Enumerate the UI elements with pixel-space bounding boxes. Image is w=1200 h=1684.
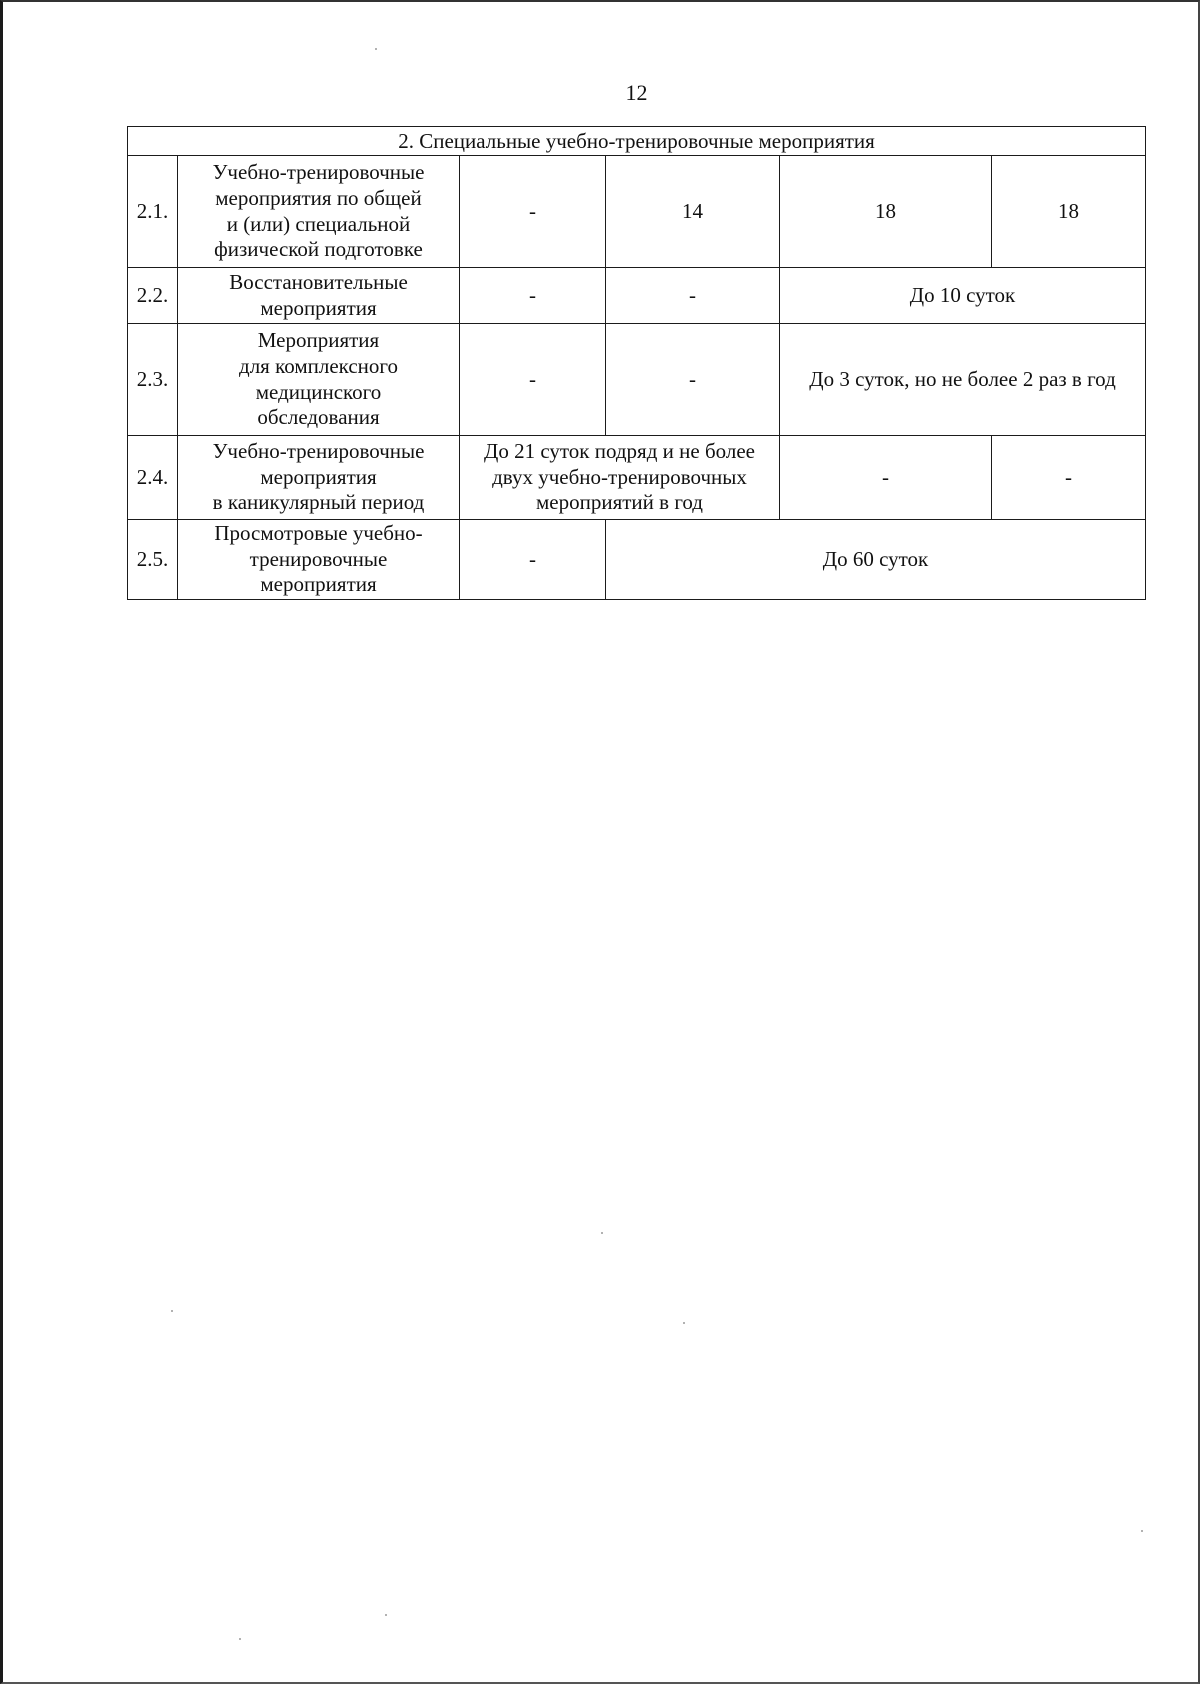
scan-speck [375,48,377,50]
event-name: Просмотровые учебно- тренировочные мероприятия [178,520,460,600]
merged-value-cell: До 21 суток подряд и не более двух учебно-тренировочных мероприятий в год [460,436,780,520]
scan-speck [1141,1530,1143,1532]
merged-value-cell: До 60 суток [606,520,1146,600]
event-name: Мероприятия для комплексного медицинского обследования [178,324,460,436]
value-cell: - [606,268,780,324]
scan-speck [601,1232,603,1234]
page-number: 12 [625,80,648,105]
value-cell: 18 [992,156,1146,268]
section-title: 2. Специальные учебно-тренировочные мероприятия [128,127,1146,156]
value-cell: - [460,324,606,436]
row-number: 2.2. [128,268,178,324]
scan-speck [171,1310,173,1312]
value-cell: - [780,436,992,520]
scan-speck [385,1614,387,1616]
value-cell: - [992,436,1146,520]
table-row [128,156,1146,268]
section-header-row [128,127,1146,156]
value-cell: - [460,268,606,324]
row-number: 2.5. [128,520,178,600]
table-row [128,436,1146,520]
table-row [128,268,1146,324]
table-row [128,324,1146,436]
event-name: Учебно-тренировочные мероприятия по общей и (или) специальной физической подготовке [178,156,460,268]
row-number: 2.1. [128,156,178,268]
schedule-table [127,126,1146,600]
table-row [128,520,1146,600]
row-number: 2.4. [128,436,178,520]
merged-value-cell: До 3 суток, но не более 2 раз в год [780,324,1146,436]
value-cell: 18 [780,156,992,268]
value-cell: - [606,324,780,436]
value-cell: - [460,156,606,268]
event-name: Учебно-тренировочные мероприятия в каникулярный период [178,436,460,520]
value-cell: - [460,520,606,600]
value-cell: 14 [606,156,780,268]
event-name: Восстановительные мероприятия [178,268,460,324]
row-number: 2.3. [128,324,178,436]
merged-value-cell: До 10 суток [780,268,1146,324]
scan-speck [683,1322,685,1324]
scan-speck [239,1638,241,1640]
